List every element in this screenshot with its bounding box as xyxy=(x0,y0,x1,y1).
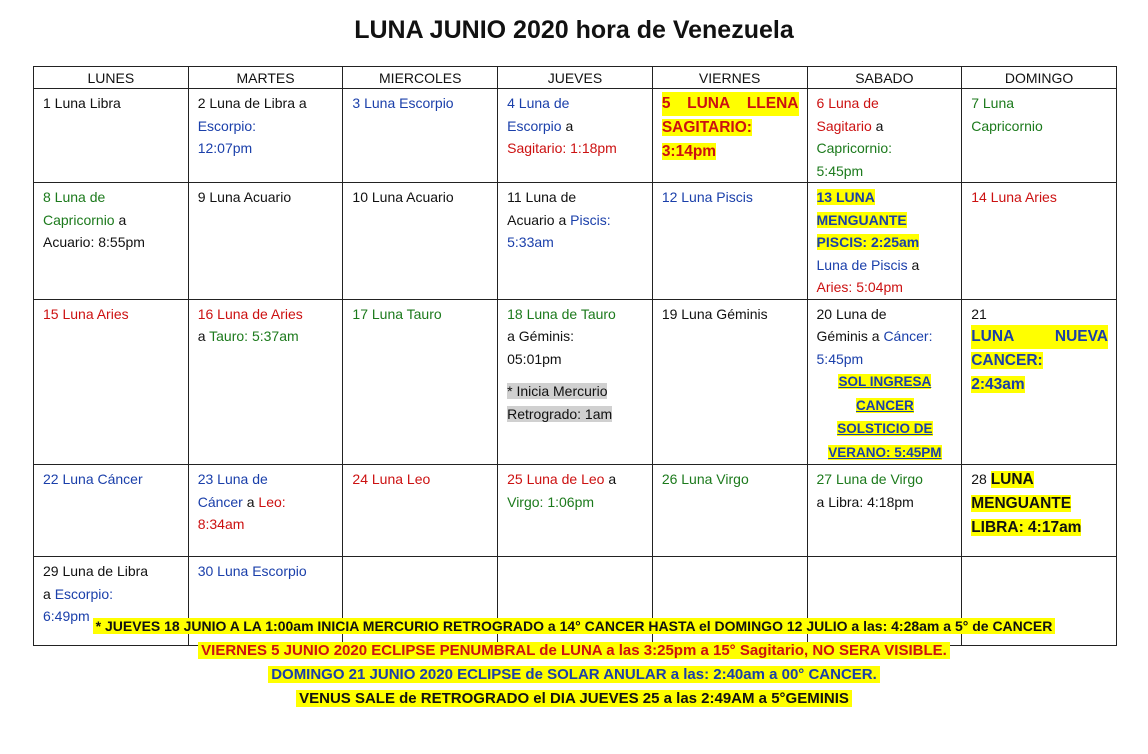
day-cell-22 xyxy=(34,465,189,557)
notes-section xyxy=(0,614,1148,711)
day-text: 17 Luna Tauro xyxy=(352,305,442,322)
day-text: 2 Luna de Libra a xyxy=(197,95,307,111)
day-text: 6:49pm xyxy=(43,608,90,624)
day-text: 9 Luna Acuario xyxy=(197,189,292,205)
day-text: 11 Luna de xyxy=(507,189,577,205)
day-text: 29 Luna de Libra xyxy=(43,563,149,579)
day-text: 15 Luna Aries xyxy=(43,305,129,322)
day-cell-6 xyxy=(807,89,962,183)
day-cell-15 xyxy=(34,299,189,465)
day-text: 23 Luna de xyxy=(197,471,268,487)
day-text: a xyxy=(911,256,920,273)
day-cell-19 xyxy=(652,299,807,465)
solstice-note: SOL INGRESA CANCER SOLSTICIO DE VERANO: 5:45PM xyxy=(828,374,942,460)
day-text: 7 Luna xyxy=(971,95,1015,111)
day-cell-4 xyxy=(498,89,653,183)
day-text: 3 Luna Escorpio xyxy=(352,95,454,111)
day-text: 25 Luna de Leo xyxy=(507,471,605,487)
day-cell-3 xyxy=(343,89,498,183)
day-cell-1 xyxy=(34,89,189,183)
note-mercury-retrograde: * JUEVES 18 JUNIO A LA 1:00am INICIA MERCURIO RETROGRADO a 14° CANCER HASTA el DOMINGO 12 JULIO a las: 4:28am a 5° de CANCER xyxy=(0,614,1148,639)
day-cell-20 xyxy=(807,299,962,465)
day-cell-11 xyxy=(498,183,653,300)
day-text: a Géminis: xyxy=(507,328,575,344)
day-text: a xyxy=(197,328,206,344)
day-cell-25 xyxy=(498,465,653,557)
day-text: a xyxy=(118,211,127,228)
day-text: 2:43am xyxy=(971,376,1025,393)
day-text: 14 Luna Aries xyxy=(971,189,1057,205)
day-cell-7 xyxy=(962,89,1117,183)
day-text: 4 Luna de xyxy=(507,95,570,111)
header-domingo: DOMINGO xyxy=(962,67,1117,89)
day-text: 22 Luna Cáncer xyxy=(43,471,143,487)
day-text: Cáncer xyxy=(197,493,243,510)
header-row xyxy=(34,67,1117,89)
day-text: 20 Luna de xyxy=(816,305,887,322)
day-cell-18 xyxy=(498,299,653,465)
full-moon-event xyxy=(662,92,799,164)
day-text: Capricornio: xyxy=(816,140,892,156)
day-text: Escorpio xyxy=(507,117,562,134)
day-text: NUEVA xyxy=(1054,328,1108,345)
day-cell-2 xyxy=(188,89,343,183)
day-text: 26 Luna Virgo xyxy=(661,471,749,487)
day-text: 30 Luna Escorpio xyxy=(197,563,307,579)
day-text: Tauro: 5:37am xyxy=(209,328,299,344)
week-row xyxy=(34,89,1117,183)
day-text: 12:07pm xyxy=(197,140,253,156)
page-title: LUNA JUNIO 2020 hora de Venezuela xyxy=(354,16,794,44)
day-text: LLENA xyxy=(746,95,799,112)
day-text: 16 Luna de Aries xyxy=(197,305,303,322)
day-text: a xyxy=(608,471,617,487)
day-cell-16 xyxy=(188,299,343,465)
calendar-table xyxy=(33,66,1117,646)
day-cell-24 xyxy=(343,465,498,557)
header-lunes: LUNES xyxy=(34,67,189,89)
day-text: 28 xyxy=(971,471,987,487)
day-text: 5:33am xyxy=(507,234,554,250)
week-row xyxy=(34,183,1117,300)
day-text: Escorpio: xyxy=(54,585,114,602)
day-text: 8 Luna de xyxy=(43,189,106,205)
day-cell-10 xyxy=(343,183,498,300)
header-martes: MARTES xyxy=(188,67,343,89)
header-viernes: VIERNES xyxy=(652,67,807,89)
mercury-note: Retrogrado: 1am xyxy=(507,405,613,422)
header-sabado: SABADO xyxy=(807,67,962,89)
day-text: MENGUANTE xyxy=(816,211,907,228)
day-text: Aries: 5:04pm xyxy=(816,279,903,295)
new-moon-event xyxy=(971,325,1108,397)
day-text: PISCIS: 2:25am xyxy=(816,234,920,250)
day-text: a xyxy=(246,493,255,510)
day-text: a xyxy=(875,117,884,134)
day-text: 21 xyxy=(971,305,987,322)
day-cell-27 xyxy=(807,465,962,557)
day-cell-12 xyxy=(652,183,807,300)
day-text: Capricornio xyxy=(43,211,115,228)
day-text: 6 Luna de xyxy=(816,95,879,111)
day-text: SAGITARIO: xyxy=(661,119,752,136)
day-text: a xyxy=(558,211,567,228)
day-text: Virgo: 1:06pm xyxy=(507,493,595,510)
day-text: MENGUANTE xyxy=(971,495,1072,512)
day-text: 3:14pm xyxy=(661,143,717,160)
day-text: Sagitario: 1:18pm xyxy=(507,140,617,156)
day-text: 1 Luna Libra xyxy=(43,95,121,111)
day-text: Acuario xyxy=(507,211,555,228)
day-text: LUNA xyxy=(990,471,1034,488)
note-lunar-eclipse: VIERNES 5 JUNIO 2020 ECLIPSE PENUMBRAL de LUNA a las 3:25pm a 15° Sagitario, NO SERA VISIBLE. xyxy=(0,639,1148,663)
header-miercoles: MIERCOLES xyxy=(343,67,498,89)
day-text: 19 Luna Géminis xyxy=(661,305,768,322)
day-cell-23 xyxy=(188,465,343,557)
day-text: 12 Luna Piscis xyxy=(661,189,753,205)
day-text: Acuario: 8:55pm xyxy=(43,234,145,250)
day-text: LUNA xyxy=(971,328,1015,345)
day-text: Cáncer: xyxy=(883,328,933,344)
day-cell-14 xyxy=(962,183,1117,300)
day-text: Escorpio: xyxy=(197,117,257,134)
week-row xyxy=(34,299,1117,465)
day-cell-9 xyxy=(188,183,343,300)
mercury-note: * Inicia Mercurio xyxy=(507,383,608,399)
day-text: Géminis a xyxy=(816,328,880,344)
day-text: 8:34am xyxy=(197,516,245,532)
day-cell-26 xyxy=(652,465,807,557)
day-text: Leo: xyxy=(258,493,286,510)
day-cell-13 xyxy=(807,183,962,300)
day-cell-17 xyxy=(343,299,498,465)
day-text: 05:01pm xyxy=(507,350,562,367)
day-cell-21 xyxy=(962,299,1117,465)
day-text: 13 LUNA xyxy=(816,189,875,205)
note-solar-eclipse: DOMINGO 21 JUNIO 2020 ECLIPSE de SOLAR ANULAR a las: 2:40am a 00° CANCER. xyxy=(0,663,1148,687)
day-text: LIBRA: 4:17am xyxy=(971,519,1082,536)
day-text: 18 Luna de Tauro xyxy=(507,305,616,322)
day-text: CANCER: xyxy=(971,352,1043,369)
day-text: a xyxy=(43,585,51,602)
day-text: a xyxy=(565,117,574,134)
day-text: LUNA xyxy=(687,95,731,112)
day-text: 5:45pm xyxy=(816,350,864,367)
day-text: Sagitario xyxy=(816,117,872,134)
day-text: Luna de Piscis xyxy=(816,256,908,273)
day-cell-8 xyxy=(34,183,189,300)
day-text: 5:45pm xyxy=(816,162,864,179)
day-text: 10 Luna Acuario xyxy=(352,189,454,205)
day-text: 27 Luna de Virgo xyxy=(816,471,923,487)
week-row xyxy=(34,465,1117,557)
day-text: a Libra: 4:18pm xyxy=(816,493,914,510)
day-text: 24 Luna Leo xyxy=(352,471,431,487)
note-venus-direct: VENUS SALE de RETROGRADO el DIA JUEVES 25 a las 2:49AM a 5°GEMINIS xyxy=(0,687,1148,711)
header-jueves: JUEVES xyxy=(498,67,653,89)
day-cell-5 xyxy=(652,89,807,183)
day-cell-28 xyxy=(962,465,1117,557)
day-text: Capricornio xyxy=(971,117,1043,134)
day-text: 5 xyxy=(661,95,671,112)
day-text: Piscis: xyxy=(570,211,611,228)
